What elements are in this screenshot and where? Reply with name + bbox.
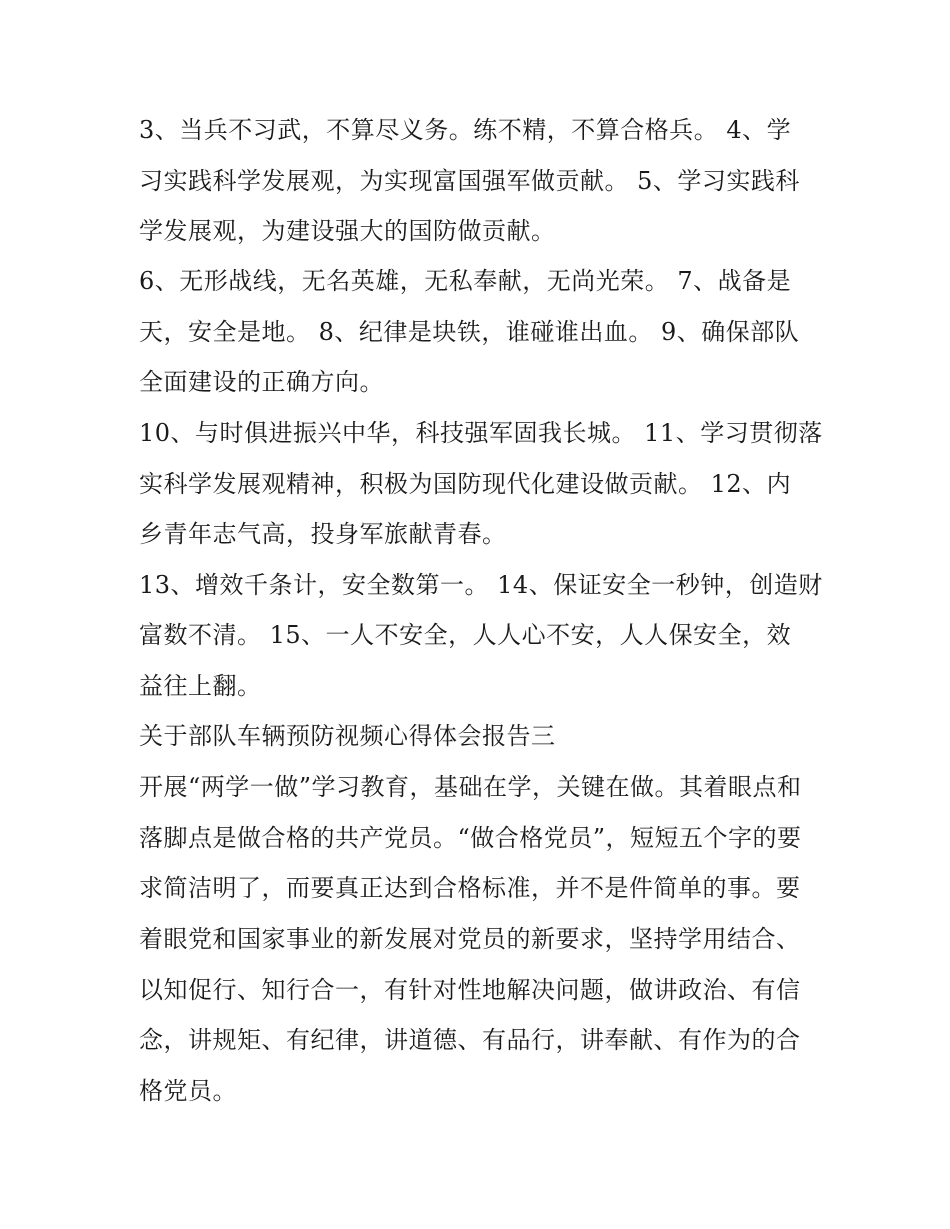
text-line: 习实践科学发展观，为实现富国强军做贡献。 5、学习实践科	[139, 167, 800, 195]
section-heading: 关于部队车辆预防视频心得体会报告三	[139, 722, 556, 750]
text-line: 学发展观，为建设强大的国防做贡献。	[139, 217, 556, 245]
text-line: 益往上翻。	[139, 672, 262, 700]
text-line: 落脚点是做合格的共产党员。“做合格党员”，短短五个字的要	[139, 824, 802, 852]
text-line: 以知促行、知行合一，有针对性地解决问题，做讲政治、有信	[139, 976, 801, 1004]
text-line: 求简洁明了，而要真正达到合格标准，并不是件简单的事。要	[139, 874, 801, 902]
text-line: 天，安全是地。 8、纪律是块铁，谁碰谁出血。 9、确保部队	[139, 318, 800, 346]
text-line: 开展“两学一做”学习教育，基础在学，关键在做。其着眼点和	[139, 773, 802, 801]
text-line: 着眼党和国家事业的新发展对党员的新要求，坚持学用结合、	[139, 925, 801, 953]
text-line: 3、当兵不习武，不算尽义务。练不精，不算合格兵。 4、学	[139, 116, 792, 144]
text-line: 富数不清。 15、一人不安全，人人心不安，人人保安全，效	[139, 621, 792, 649]
text-line: 10、与时俱进振兴中华，科技强军固我长城。 11、学习贯彻落	[139, 419, 823, 447]
text-line: 格党员。	[139, 1077, 237, 1105]
text-line: 6、无形战线，无名英雄，无私奉献，无尚光荣。 7、战备是	[139, 267, 792, 295]
text-line: 念，讲规矩、有纪律，讲道德、有品行，讲奉献、有作为的合	[139, 1026, 801, 1054]
text-line: 全面建设的正确方向。	[139, 368, 384, 396]
text-line: 实科学发展观精神，积极为国防现代化建设做贡献。 12、内	[139, 470, 792, 498]
text-line: 乡青年志气高，投身军旅献青春。	[139, 520, 507, 548]
text-line: 13、增效千条计，安全数第一。 14、保证安全一秒钟，创造财	[139, 571, 823, 599]
